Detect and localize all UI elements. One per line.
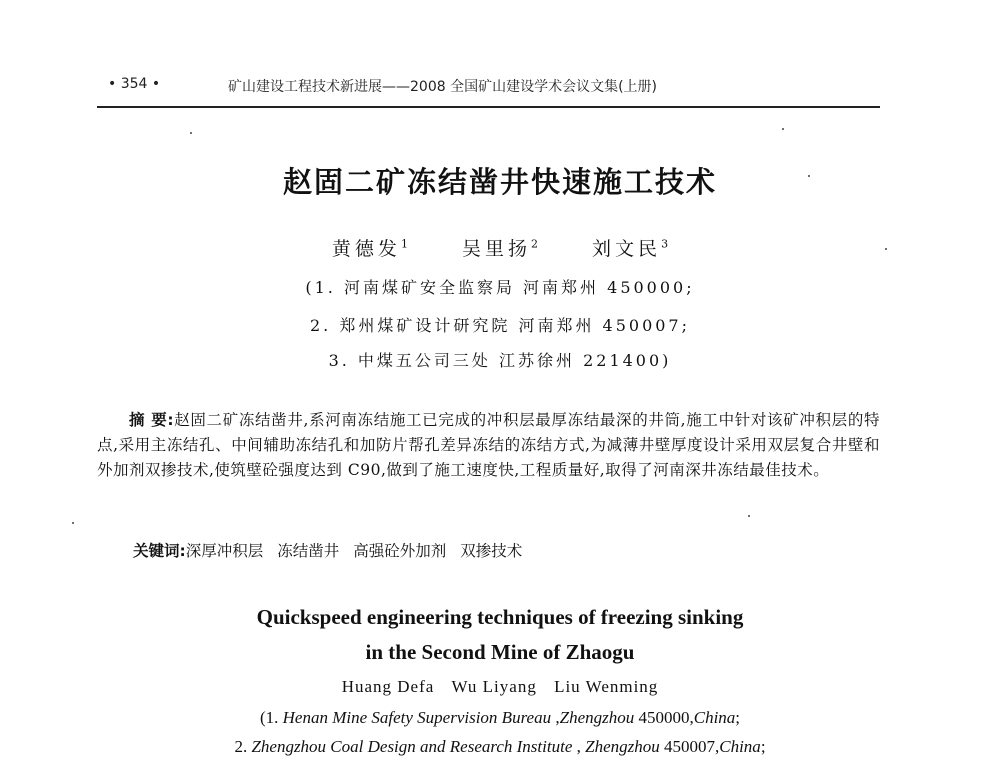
keyword: 冻结凿井 xyxy=(277,542,340,560)
scan-speck xyxy=(190,132,192,134)
english-title-line2: in the Second Mine of Zhaogu xyxy=(365,640,635,664)
english-author: Liu Wenming xyxy=(554,677,659,696)
english-author: Wu Liyang xyxy=(451,677,537,696)
english-authors xyxy=(0,677,1000,697)
scan-speck xyxy=(808,175,810,177)
english-affiliation: 2. Zhengzhou Coal Design and Research Institute , Zhengzhou 450007,China; xyxy=(234,737,766,756)
english-title-line1: Quickspeed engineering techniques of freezing sinking xyxy=(256,605,744,629)
scan-speck xyxy=(72,522,74,524)
keywords xyxy=(133,539,536,561)
affiliation: (1. 河南煤矿安全监察局 河南郑州 450000; xyxy=(305,278,695,297)
author-list xyxy=(0,234,1000,261)
abstract-label: 摘 要: xyxy=(129,411,175,429)
scan-speck xyxy=(748,515,750,517)
running-title: 矿山建设工程技术新进展——2008 全国矿山建设学术会议文集(上册) xyxy=(228,79,658,95)
keywords-label: 关键词: xyxy=(133,542,186,560)
keyword: 双掺技术 xyxy=(460,542,523,560)
english-affiliation: (1. Henan Mine Safety Supervision Bureau ,Zhengzhou 450000,China; xyxy=(259,708,741,727)
scan-speck xyxy=(885,248,887,250)
affiliation: 3. 中煤五公司三处 江苏徐州 221400) xyxy=(328,351,672,370)
author: 黄德发$^1$ xyxy=(331,237,408,260)
abstract xyxy=(97,408,880,483)
author: 吴里扬$^2$ xyxy=(461,237,538,260)
header-rule xyxy=(97,106,880,108)
running-header xyxy=(108,76,880,102)
english-author: Huang Defa xyxy=(341,677,435,696)
scan-speck xyxy=(782,128,784,130)
paper-title: 赵固二矿冻结凿井快速施工技术 xyxy=(282,165,717,199)
abstract-text: 赵固二矿冻结凿井,系河南冻结施工已完成的冲积层最厚冻结最深的井筒,施工中针对该矿冲积层的特点,采用主冻结孔、中间辅助冻结孔和加防片帮孔差异冻结的冻结方式,为减薄井壁厚度设计采用双层复合井壁和外加剂双掺技术,使筑壁砼强度达到 C90,做到了施工速度快,工程质量好,取得了河南深井冻结最佳技术。 xyxy=(97,411,880,479)
affiliation: 2. 郑州煤矿设计研究院 河南郑州 450007; xyxy=(310,316,690,335)
keyword: 高强砼外加剂 xyxy=(353,542,447,560)
keyword: 深厚冲积层 xyxy=(185,542,264,560)
page-number: • 354 • xyxy=(108,76,161,92)
author: 刘文民$^3$ xyxy=(592,237,669,260)
